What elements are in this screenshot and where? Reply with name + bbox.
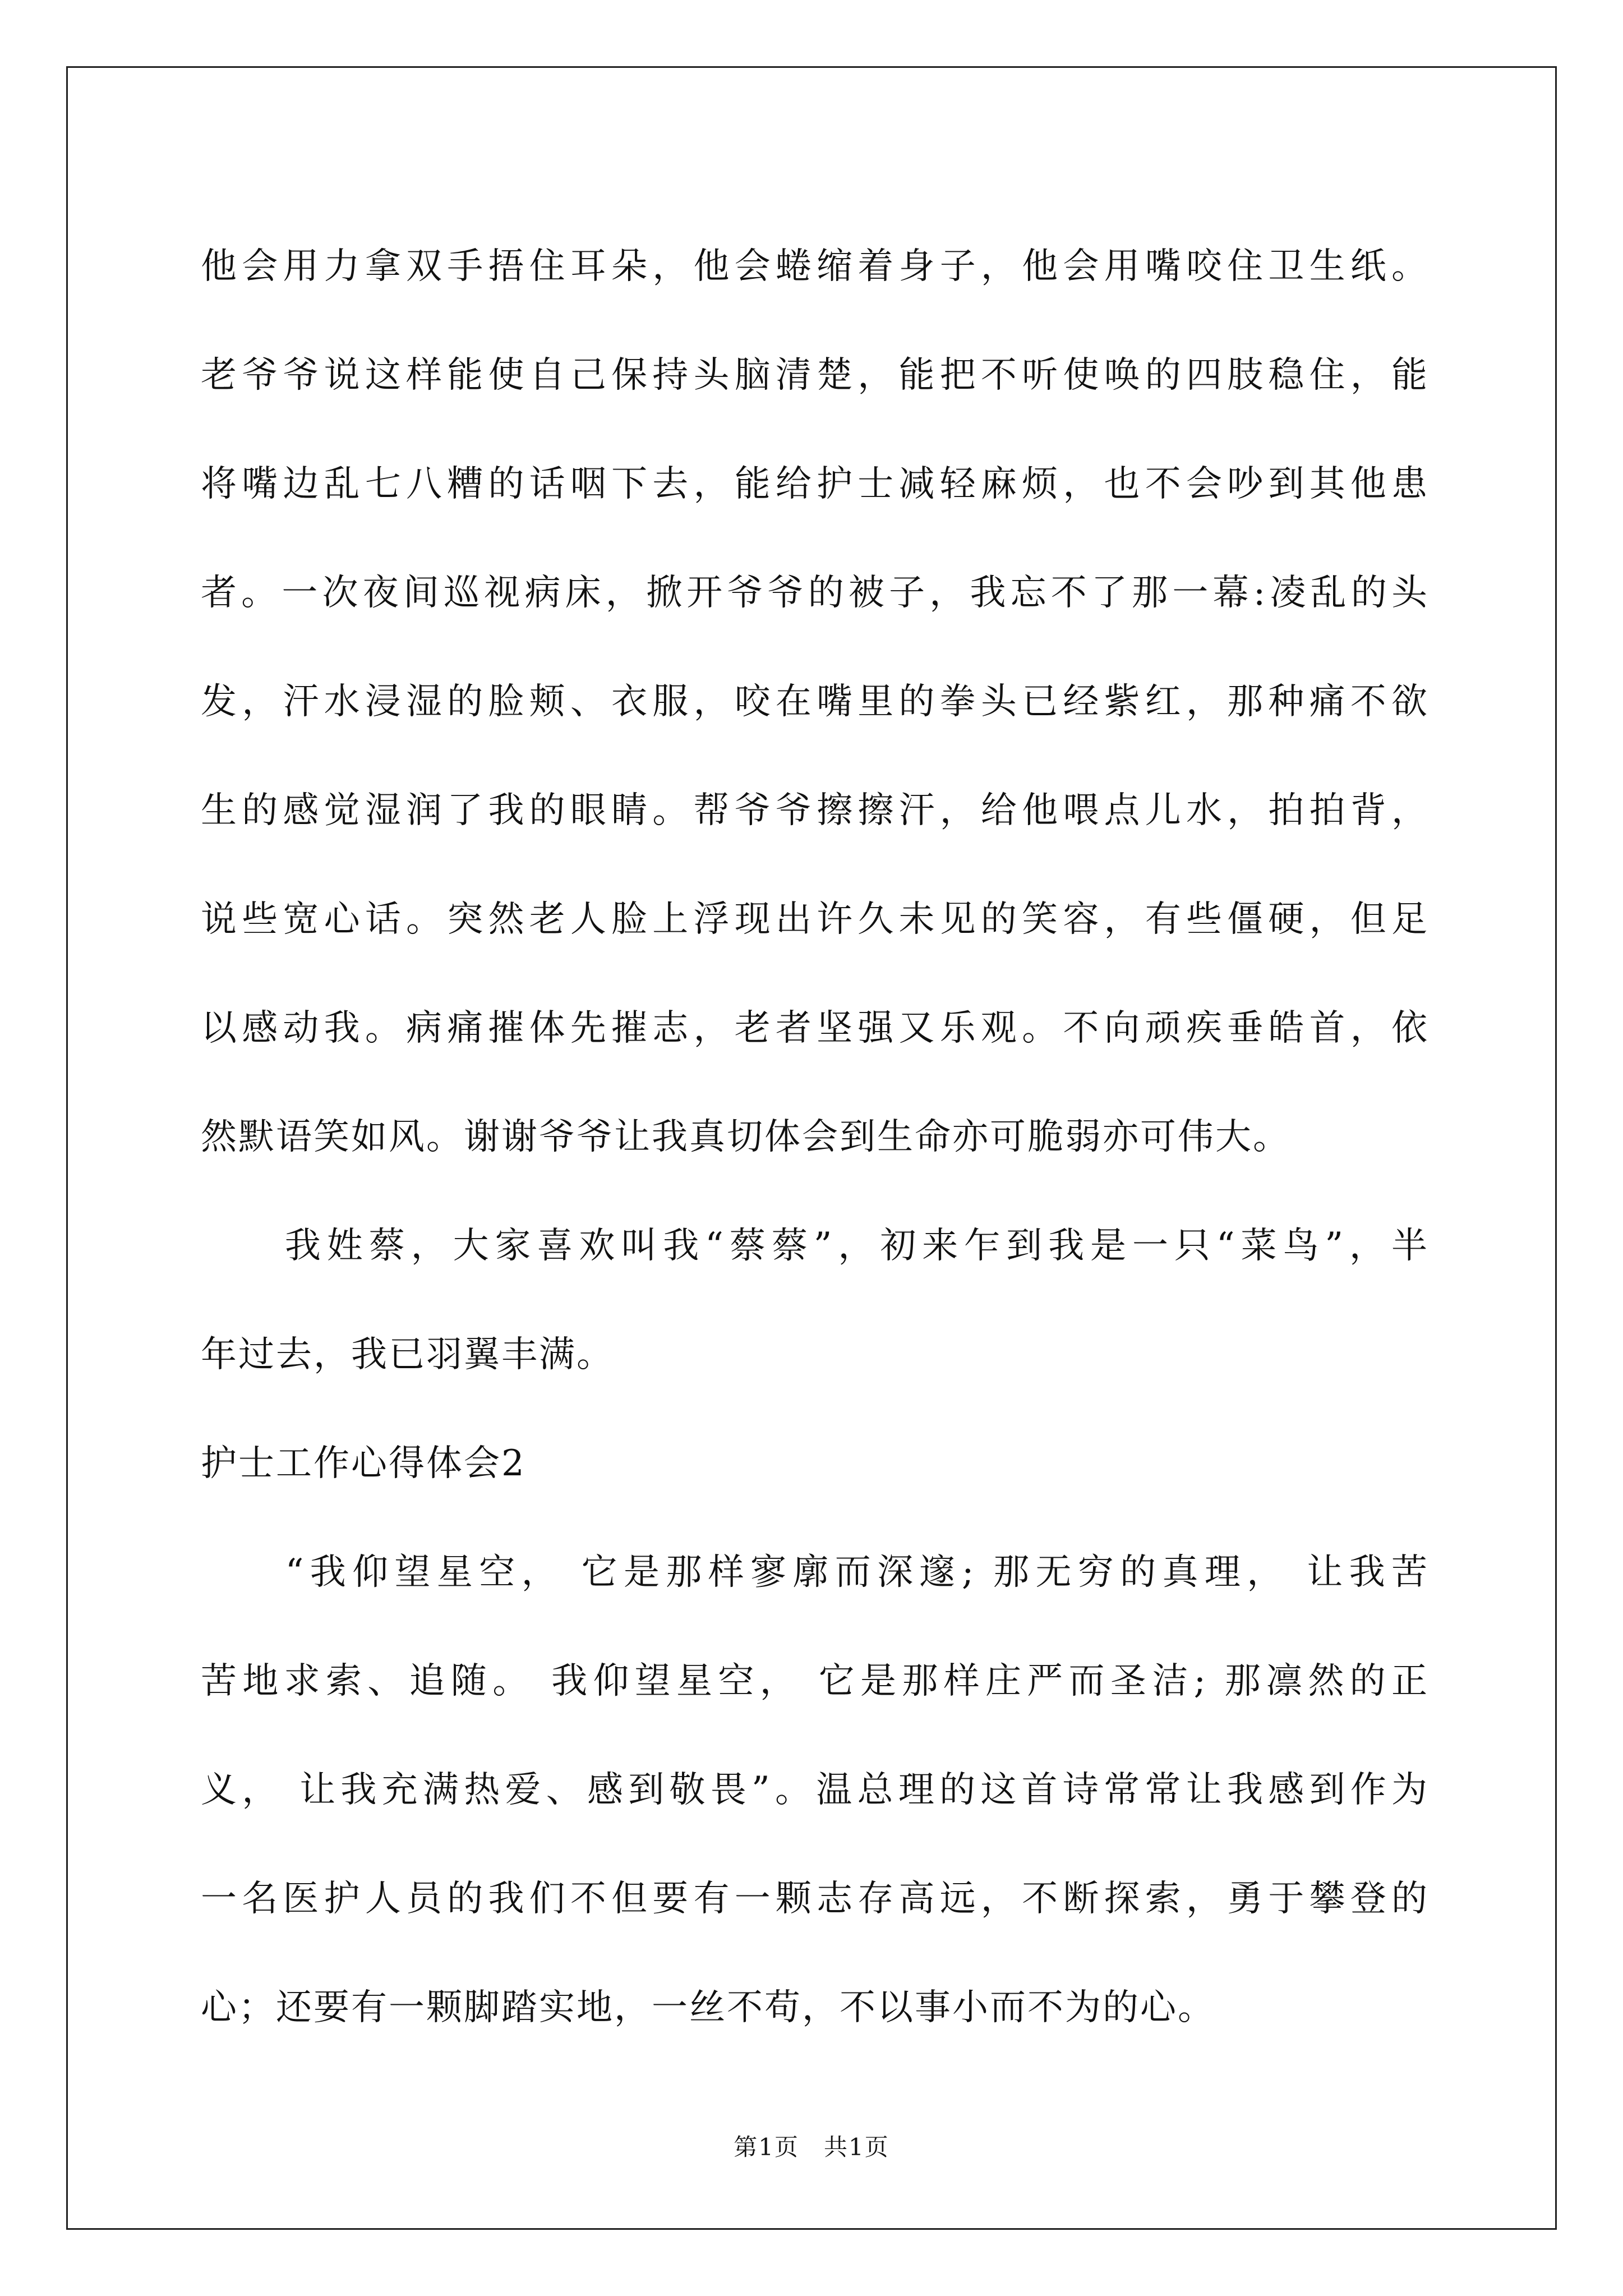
paragraph-line: “我仰望星空， 它是那样寥廓而深邃; 那无穷的真理， 让我苦 (201, 1552, 1429, 1593)
paragraph-line: 然默语笑如风。谢谢爷爷让我真切体会到生命亦可脆弱亦可伟大。 (201, 1116, 1290, 1158)
paragraph-line: 生的感觉湿润了我的眼睛。帮爷爷擦擦汗，给他喂点儿水，拍拍背， (201, 790, 1429, 831)
section-heading: 护士工作心得体会2 (201, 1443, 526, 1484)
paragraph-line: 心；还要有一颗脚踏实地，一丝不苟，不以事小而不为的心。 (201, 1987, 1215, 2028)
paragraph-line: 老爷爷说这样能使自己保持头脑清楚，能把不听使唤的四肢稳住，能 (201, 355, 1429, 396)
paragraph-line: 年过去，我已羽翼丰满。 (201, 1334, 614, 1375)
paragraph-line: 以感动我。病痛摧体先摧志，老者坚强又乐观。不向顽疾垂皓首，依 (201, 1007, 1429, 1049)
paragraph-line: 将嘴边乱七八糟的话咽下去，能给护士减轻麻烦，也不会吵到其他患 (201, 463, 1429, 505)
paragraph-line: 苦地求索、追随。 我仰望星空， 它是那样庄严而圣洁; 那凛然的正 (201, 1660, 1429, 1702)
paragraph-line: 我姓蔡，大家喜欢叫我“蔡蔡”，初来乍到我是一只“菜鸟”，半 (201, 1225, 1429, 1267)
paragraph-line: 发，汗水浸湿的脸颊、衣服，咬在嘴里的拳头已经紫红，那种痛不欲 (201, 681, 1429, 723)
document-body (201, 212, 1429, 2062)
paragraph-line: 者。一次夜间巡视病床，掀开爷爷的被子，我忘不了那一幕:凌乱的头 (201, 572, 1429, 614)
paragraph-line: 一名医护人员的我们不但要有一颗志存高远，不断探索，勇于攀登的 (201, 1878, 1429, 1920)
paragraph-line: 说些宽心话。突然老人脸上浮现出许久未见的笑容，有些僵硬，但足 (201, 899, 1429, 940)
page-number-footer: 第1页 共1页 (734, 2133, 889, 2161)
paragraph-line: 义， 让我充满热爱、感到敬畏”。温总理的这首诗常常让我感到作为 (201, 1769, 1429, 1811)
paragraph-line: 他会用力拿双手捂住耳朵，他会蜷缩着身子，他会用嘴咬住卫生纸。 (201, 246, 1429, 287)
